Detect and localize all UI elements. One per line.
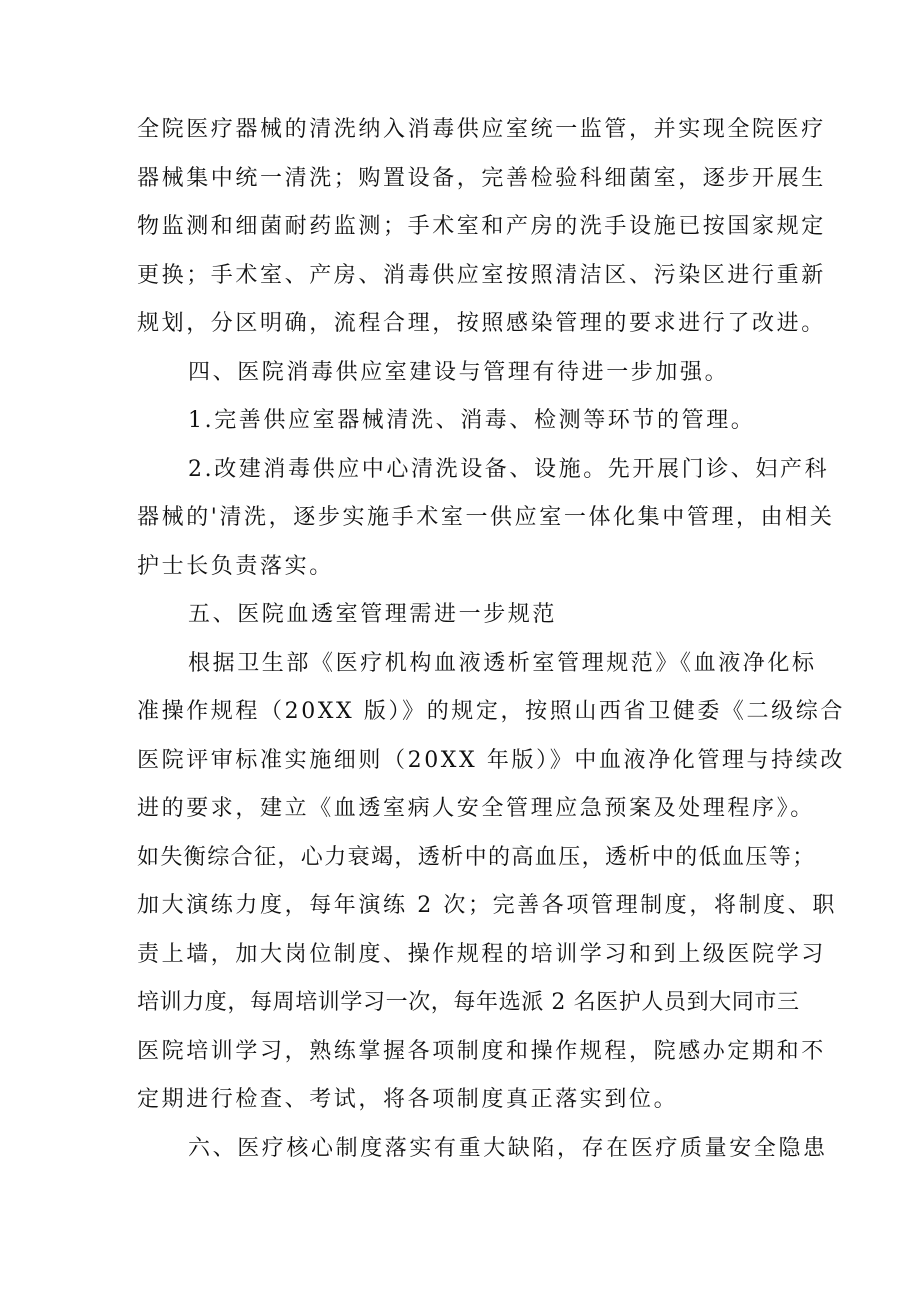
paragraph-line: 物监测和细菌耐药监测；手术室和产房的洗手设施已按国家规定 — [137, 214, 826, 239]
paragraph-line: 加大演练力度，每年演练 2 次；完善各项管理制度，将制度、职 — [137, 893, 837, 918]
paragraph-line: 培训力度，每周培训学习一次，每年选派 2 名医护人员到大同市三 — [137, 990, 800, 1015]
section-heading: 五、医院血透室管理需进一步规范 — [188, 602, 558, 627]
paragraph-line: 责上墙，加大岗位制度、操作规程的培训学习和到上级医院学习 — [137, 942, 826, 967]
paragraph-line: 护士长负责落实。 — [137, 554, 334, 579]
paragraph-line: 准操作规程（20XX 版）》的规定，按照山西省卫健委《二级综合 — [137, 699, 845, 724]
section-heading: 六、医疗核心制度落实有重大缺陷，存在医疗质量安全隐患 — [188, 1136, 828, 1161]
paragraph-line: 器械的'清洗，逐步实施手术室一供应室一体化集中管理，由相关 — [137, 505, 835, 530]
paragraph-line: 器械集中统一清洗；购置设备，完善检验科细菌室，逐步开展生 — [137, 166, 826, 191]
list-item: 1.完善供应室器械清洗、消毒、检测等环节的管理。 — [188, 408, 756, 433]
paragraph-line: 全院医疗器械的清洗纳入消毒供应室统一监管，并实现全院医疗 — [137, 117, 826, 142]
paragraph-line: 规划，分区明确，流程合理，按照感染管理的要求进行了改进。 — [137, 311, 826, 336]
list-item: 2.改建消毒供应中心清洗设备、设施。先开展门诊、妇产科 — [188, 457, 830, 482]
section-heading: 四、医院消毒供应室建设与管理有待进一步加强。 — [188, 360, 730, 385]
paragraph-line: 如失衡综合征，心力衰竭，透析中的高血压，透析中的低血压等； — [137, 845, 816, 870]
paragraph-line: 医院评审标准实施细则（20XX 年版）》中血液净化管理与持续改 — [137, 748, 845, 773]
paragraph-line: 更换；手术室、产房、消毒供应室按照清洁区、污染区进行重新 — [137, 263, 826, 288]
paragraph-line: 医院培训学习，熟练掌握各项制度和操作规程，院感办定期和不 — [137, 1039, 826, 1064]
paragraph-line: 进的要求，建立《血透室病人安全管理应急预案及处理程序》。 — [137, 796, 815, 821]
paragraph-line: 根据卫生部《医疗机构血液透析室管理规范》《血液净化标 — [188, 651, 817, 676]
paragraph-line: 定期进行检查、考试，将各项制度真正落实到位。 — [137, 1087, 679, 1112]
